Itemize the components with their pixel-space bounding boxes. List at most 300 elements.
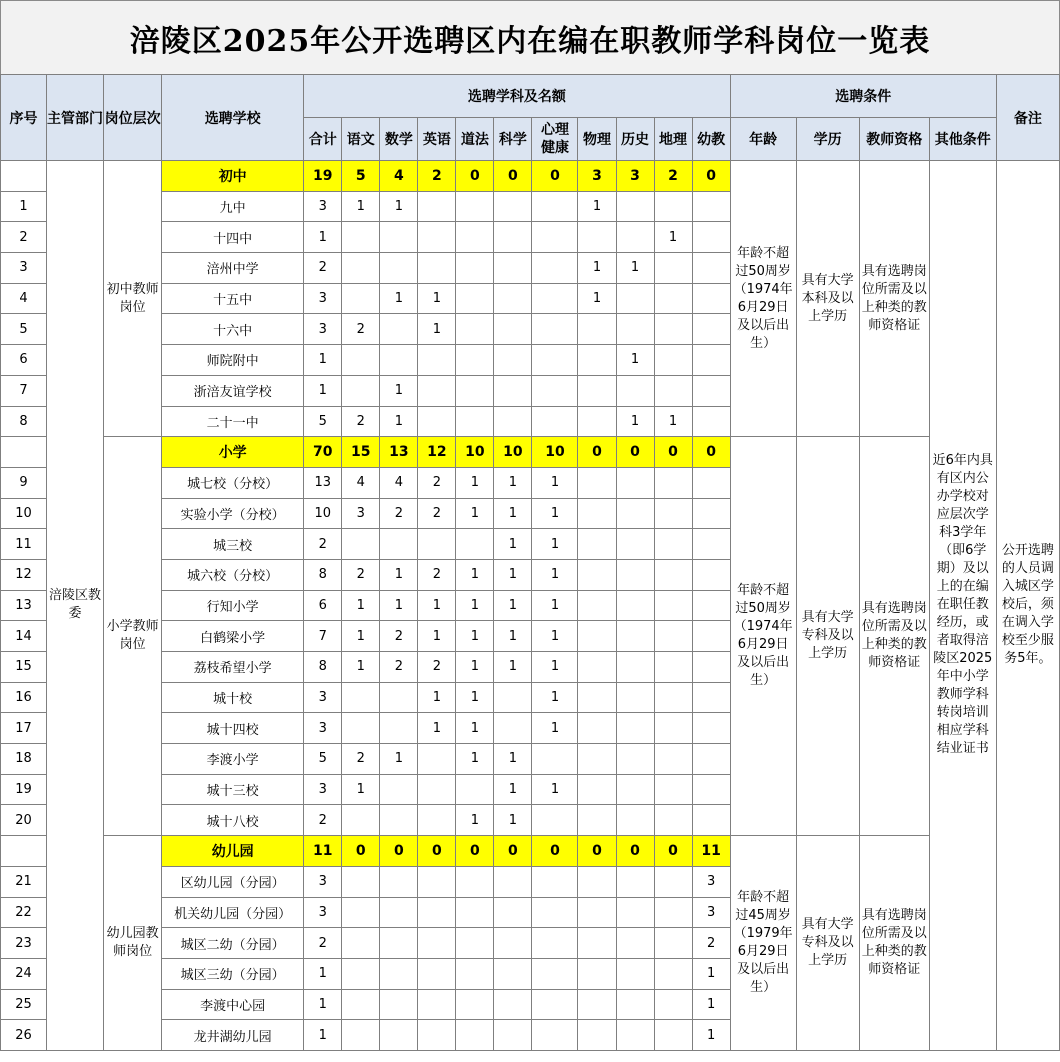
quota-cell: 1 <box>342 652 380 683</box>
quota-cell: 2 <box>380 621 418 652</box>
quota-cell <box>616 283 654 314</box>
education-condition: 具有大学本科及以上学历 <box>796 161 859 437</box>
quota-cell: 1 <box>456 467 494 498</box>
quota-cell <box>578 314 616 345</box>
quota-cell <box>578 928 616 959</box>
quota-cell: 1 <box>304 345 342 376</box>
age-condition: 年龄不超过45周岁（1979年6月29日及以后出生） <box>730 836 796 1051</box>
level-cell: 幼儿园教师岗位 <box>104 836 162 1051</box>
quota-cell <box>456 1020 494 1051</box>
quota-cell <box>532 897 578 928</box>
quota-cell: 1 <box>616 406 654 437</box>
group-summary-row <box>1 437 1060 468</box>
quota-cell: 1 <box>692 958 730 989</box>
quota-cell <box>342 222 380 253</box>
quota-cell <box>494 406 532 437</box>
school-cell: 城十八校 <box>162 805 304 836</box>
quota-cell: 2 <box>418 652 456 683</box>
quota-cell <box>616 682 654 713</box>
seq-cell <box>1 836 47 867</box>
group-total: 10 <box>532 437 578 468</box>
quota-cell <box>494 989 532 1020</box>
quota-cell <box>654 1020 692 1051</box>
group-summary-row <box>1 161 1060 192</box>
quota-cell <box>380 713 418 744</box>
school-cell: 涪州中学 <box>162 253 304 284</box>
quota-cell <box>578 406 616 437</box>
school-cell: 李渡中心园 <box>162 989 304 1020</box>
quota-cell <box>578 713 616 744</box>
dept-cell: 涪陵区教委 <box>47 161 104 1051</box>
quota-cell: 4 <box>342 467 380 498</box>
quota-cell: 1 <box>304 958 342 989</box>
quota-cell <box>654 375 692 406</box>
quota-cell <box>532 191 578 222</box>
school-cell: 十四中 <box>162 222 304 253</box>
quota-cell <box>578 345 616 376</box>
quota-cell <box>456 958 494 989</box>
seq-cell: 24 <box>1 958 47 989</box>
quota-cell: 2 <box>418 467 456 498</box>
seq-cell: 18 <box>1 744 47 775</box>
school-cell: 十六中 <box>162 314 304 345</box>
quota-cell <box>654 774 692 805</box>
quota-cell: 1 <box>532 621 578 652</box>
quota-cell: 1 <box>494 744 532 775</box>
quota-cell <box>342 897 380 928</box>
quota-cell: 1 <box>494 467 532 498</box>
group-total: 0 <box>616 836 654 867</box>
quota-cell: 3 <box>304 191 342 222</box>
quota-cell <box>494 253 532 284</box>
seq-cell: 9 <box>1 467 47 498</box>
quota-cell <box>418 805 456 836</box>
seq-cell: 1 <box>1 191 47 222</box>
quota-cell <box>494 314 532 345</box>
quota-cell <box>692 191 730 222</box>
quota-cell <box>532 1020 578 1051</box>
school-cell: 城十四校 <box>162 713 304 744</box>
quota-cell <box>456 253 494 284</box>
quota-cell: 1 <box>494 652 532 683</box>
quota-cell <box>418 253 456 284</box>
quota-cell <box>616 590 654 621</box>
quota-cell <box>494 866 532 897</box>
quota-cell: 1 <box>532 652 578 683</box>
quota-cell <box>616 1020 654 1051</box>
quota-cell <box>578 682 616 713</box>
header-school: 选聘学校 <box>162 75 304 161</box>
header-subject: 语文 <box>342 118 380 161</box>
quota-cell: 1 <box>342 621 380 652</box>
seq-cell: 19 <box>1 774 47 805</box>
seq-cell: 22 <box>1 897 47 928</box>
quota-cell: 1 <box>456 744 494 775</box>
quota-cell <box>654 928 692 959</box>
seq-cell: 14 <box>1 621 47 652</box>
quota-cell: 1 <box>532 682 578 713</box>
quota-cell <box>654 529 692 560</box>
quota-cell <box>616 774 654 805</box>
positions-table <box>0 74 1060 1051</box>
group-name: 幼儿园 <box>162 836 304 867</box>
quota-cell <box>532 406 578 437</box>
group-total: 11 <box>692 836 730 867</box>
quota-cell: 1 <box>578 283 616 314</box>
quota-cell: 1 <box>380 375 418 406</box>
group-total: 70 <box>304 437 342 468</box>
quota-cell <box>616 866 654 897</box>
quota-cell: 2 <box>304 805 342 836</box>
seq-cell <box>1 161 47 192</box>
group-total: 0 <box>418 836 456 867</box>
quota-cell: 1 <box>304 989 342 1020</box>
quota-cell: 1 <box>494 805 532 836</box>
quota-cell <box>654 191 692 222</box>
quota-cell <box>380 222 418 253</box>
group-total: 0 <box>532 836 578 867</box>
school-cell: 城十校 <box>162 682 304 713</box>
quota-cell <box>532 253 578 284</box>
quota-cell <box>616 897 654 928</box>
remark-cell: 公开选聘的人员调入城区学校后，须在调入学校至少服务5年。 <box>996 161 1059 1051</box>
quota-cell <box>578 467 616 498</box>
group-summary-row <box>1 836 1060 867</box>
quota-cell <box>578 529 616 560</box>
quota-cell <box>654 652 692 683</box>
quota-cell: 1 <box>532 774 578 805</box>
seq-cell: 21 <box>1 866 47 897</box>
quota-cell <box>342 253 380 284</box>
quota-cell <box>654 866 692 897</box>
quota-cell <box>494 283 532 314</box>
quota-cell <box>380 682 418 713</box>
quota-cell <box>456 529 494 560</box>
quota-cell <box>418 529 456 560</box>
quota-cell: 1 <box>418 283 456 314</box>
age-condition: 年龄不超过50周岁（1974年6月29日及以后出生） <box>730 437 796 836</box>
quota-cell: 1 <box>456 682 494 713</box>
quota-cell <box>692 406 730 437</box>
quota-cell: 1 <box>304 1020 342 1051</box>
seq-cell: 16 <box>1 682 47 713</box>
quota-cell: 1 <box>532 590 578 621</box>
quota-cell: 2 <box>342 744 380 775</box>
quota-cell <box>532 283 578 314</box>
certificate-condition: 具有选聘岗位所需及以上种类的教师资格证 <box>859 836 929 1051</box>
seq-cell: 7 <box>1 375 47 406</box>
education-condition: 具有大学专科及以上学历 <box>796 836 859 1051</box>
school-cell: 白鹤梁小学 <box>162 621 304 652</box>
quota-cell <box>692 222 730 253</box>
quota-cell <box>692 467 730 498</box>
quota-cell <box>494 375 532 406</box>
quota-cell: 8 <box>304 559 342 590</box>
quota-cell <box>692 498 730 529</box>
quota-cell <box>654 498 692 529</box>
quota-cell <box>418 744 456 775</box>
quota-cell: 1 <box>532 467 578 498</box>
quota-cell <box>654 559 692 590</box>
quota-cell <box>418 897 456 928</box>
school-cell: 十五中 <box>162 283 304 314</box>
quota-cell <box>342 989 380 1020</box>
quota-cell: 1 <box>532 529 578 560</box>
level-cell: 小学教师岗位 <box>104 437 162 836</box>
quota-cell <box>692 744 730 775</box>
quota-cell <box>380 897 418 928</box>
quota-cell <box>616 621 654 652</box>
quota-cell <box>418 345 456 376</box>
school-cell: 行知小学 <box>162 590 304 621</box>
quota-cell: 1 <box>456 590 494 621</box>
quota-cell: 2 <box>342 314 380 345</box>
seq-cell: 3 <box>1 253 47 284</box>
quota-cell: 2 <box>692 928 730 959</box>
quota-cell: 1 <box>456 652 494 683</box>
quota-cell <box>692 375 730 406</box>
quota-cell: 1 <box>380 283 418 314</box>
quota-cell: 1 <box>380 559 418 590</box>
quota-cell <box>342 529 380 560</box>
group-total: 15 <box>342 437 380 468</box>
quota-cell <box>380 774 418 805</box>
group-total: 0 <box>380 836 418 867</box>
group-total: 3 <box>578 161 616 192</box>
quota-cell <box>654 805 692 836</box>
quota-cell: 1 <box>494 774 532 805</box>
seq-cell: 20 <box>1 805 47 836</box>
header-dept: 主管部门 <box>47 75 104 161</box>
quota-cell <box>578 805 616 836</box>
quota-cell <box>456 928 494 959</box>
quota-cell <box>456 406 494 437</box>
quota-cell <box>380 958 418 989</box>
quota-cell: 2 <box>418 559 456 590</box>
quota-cell <box>654 958 692 989</box>
group-total: 0 <box>654 437 692 468</box>
quota-cell: 3 <box>304 682 342 713</box>
quota-cell <box>380 1020 418 1051</box>
quota-cell <box>616 529 654 560</box>
quota-cell: 1 <box>494 529 532 560</box>
quota-cell <box>456 774 494 805</box>
header-conditions-group: 选聘条件 <box>730 75 996 118</box>
quota-cell: 1 <box>418 713 456 744</box>
quota-cell <box>342 805 380 836</box>
quota-cell: 7 <box>304 621 342 652</box>
group-total: 11 <box>304 836 342 867</box>
school-cell: 二十一中 <box>162 406 304 437</box>
education-condition: 具有大学专科及以上学历 <box>796 437 859 836</box>
seq-cell: 12 <box>1 559 47 590</box>
quota-cell <box>342 345 380 376</box>
quota-cell: 1 <box>654 406 692 437</box>
quota-cell <box>494 1020 532 1051</box>
quota-cell: 2 <box>342 559 380 590</box>
age-condition: 年龄不超过50周岁（1974年6月29日及以后出生） <box>730 161 796 437</box>
quota-cell: 1 <box>380 406 418 437</box>
quota-cell <box>494 682 532 713</box>
quota-cell: 2 <box>304 253 342 284</box>
quota-cell <box>380 989 418 1020</box>
seq-cell: 6 <box>1 345 47 376</box>
quota-cell: 1 <box>304 375 342 406</box>
quota-cell <box>494 958 532 989</box>
quota-cell <box>616 713 654 744</box>
quota-cell <box>456 345 494 376</box>
header-subject: 英语 <box>418 118 456 161</box>
school-cell: 九中 <box>162 191 304 222</box>
quota-cell <box>692 590 730 621</box>
quota-cell: 1 <box>418 621 456 652</box>
group-total: 0 <box>494 836 532 867</box>
quota-cell <box>578 498 616 529</box>
quota-cell <box>418 928 456 959</box>
quota-cell <box>342 283 380 314</box>
quota-cell <box>654 989 692 1020</box>
quota-cell <box>532 345 578 376</box>
seq-cell: 4 <box>1 283 47 314</box>
quota-cell: 1 <box>494 590 532 621</box>
quota-cell: 5 <box>304 406 342 437</box>
quota-cell <box>456 375 494 406</box>
quota-cell: 1 <box>616 345 654 376</box>
group-total: 0 <box>578 836 616 867</box>
quota-cell <box>494 345 532 376</box>
quota-cell <box>418 191 456 222</box>
group-total: 2 <box>418 161 456 192</box>
quota-cell <box>654 253 692 284</box>
group-total: 0 <box>692 437 730 468</box>
seq-cell: 23 <box>1 928 47 959</box>
header-remark: 备注 <box>996 75 1059 161</box>
quota-cell <box>692 559 730 590</box>
quota-cell <box>380 314 418 345</box>
group-name: 小学 <box>162 437 304 468</box>
quota-cell <box>578 958 616 989</box>
quota-cell <box>418 958 456 989</box>
quota-cell <box>342 375 380 406</box>
quota-cell: 1 <box>342 590 380 621</box>
quota-cell: 1 <box>692 989 730 1020</box>
quota-cell <box>578 621 616 652</box>
group-total: 10 <box>494 437 532 468</box>
quota-cell <box>654 590 692 621</box>
header-condition: 学历 <box>796 118 859 161</box>
school-cell: 城区三幼（分园） <box>162 958 304 989</box>
group-total: 0 <box>692 161 730 192</box>
quota-cell <box>654 744 692 775</box>
school-cell: 城六校（分校） <box>162 559 304 590</box>
quota-cell <box>418 989 456 1020</box>
group-total: 0 <box>342 836 380 867</box>
quota-cell <box>456 283 494 314</box>
header-condition: 其他条件 <box>929 118 996 161</box>
group-total: 5 <box>342 161 380 192</box>
quota-cell <box>654 283 692 314</box>
school-cell: 城七校（分校） <box>162 467 304 498</box>
quota-cell <box>532 928 578 959</box>
group-total: 3 <box>616 161 654 192</box>
quota-cell <box>692 253 730 284</box>
quota-cell <box>654 467 692 498</box>
quota-cell <box>692 805 730 836</box>
quota-cell <box>616 928 654 959</box>
quota-cell <box>692 682 730 713</box>
quota-cell: 1 <box>494 621 532 652</box>
quota-cell <box>692 713 730 744</box>
quota-cell: 1 <box>342 191 380 222</box>
group-total: 10 <box>456 437 494 468</box>
group-total: 12 <box>418 437 456 468</box>
seq-cell: 15 <box>1 652 47 683</box>
quota-cell <box>532 375 578 406</box>
seq-cell: 13 <box>1 590 47 621</box>
header-condition: 教师资格 <box>859 118 929 161</box>
header-subject: 科学 <box>494 118 532 161</box>
quota-cell <box>578 222 616 253</box>
header-subject: 幼教 <box>692 118 730 161</box>
quota-cell <box>456 866 494 897</box>
school-cell: 区幼儿园（分园） <box>162 866 304 897</box>
quota-cell <box>532 989 578 1020</box>
group-total: 0 <box>456 836 494 867</box>
group-total: 13 <box>380 437 418 468</box>
quota-cell <box>494 897 532 928</box>
quota-cell <box>494 222 532 253</box>
quota-cell <box>692 345 730 376</box>
header-subject: 数学 <box>380 118 418 161</box>
group-total: 0 <box>578 437 616 468</box>
quota-cell <box>418 1020 456 1051</box>
quota-cell: 1 <box>578 191 616 222</box>
header-subject: 合计 <box>304 118 342 161</box>
quota-cell: 3 <box>692 897 730 928</box>
school-cell: 荔枝希望小学 <box>162 652 304 683</box>
quota-cell: 6 <box>304 590 342 621</box>
school-cell: 城十三校 <box>162 774 304 805</box>
quota-cell: 4 <box>380 467 418 498</box>
group-name: 初中 <box>162 161 304 192</box>
quota-cell <box>342 713 380 744</box>
quota-cell <box>380 866 418 897</box>
quota-cell <box>616 744 654 775</box>
certificate-condition: 具有选聘岗位所需及以上种类的教师资格证 <box>859 161 929 437</box>
quota-cell: 3 <box>304 866 342 897</box>
quota-cell: 1 <box>380 191 418 222</box>
quota-cell: 3 <box>304 283 342 314</box>
quota-cell <box>342 928 380 959</box>
header-subject: 物理 <box>578 118 616 161</box>
quota-cell: 3 <box>304 713 342 744</box>
school-cell: 实验小学（分校） <box>162 498 304 529</box>
quota-cell <box>692 774 730 805</box>
quota-cell <box>654 314 692 345</box>
quota-cell <box>616 989 654 1020</box>
quota-cell <box>532 314 578 345</box>
quota-cell <box>532 744 578 775</box>
quota-cell: 1 <box>532 498 578 529</box>
school-cell: 城三校 <box>162 529 304 560</box>
school-cell: 浙涪友谊学校 <box>162 375 304 406</box>
seq-cell: 25 <box>1 989 47 1020</box>
group-total: 0 <box>654 836 692 867</box>
quota-cell: 2 <box>342 406 380 437</box>
group-total: 0 <box>532 161 578 192</box>
quota-cell <box>578 989 616 1020</box>
quota-cell: 1 <box>532 713 578 744</box>
